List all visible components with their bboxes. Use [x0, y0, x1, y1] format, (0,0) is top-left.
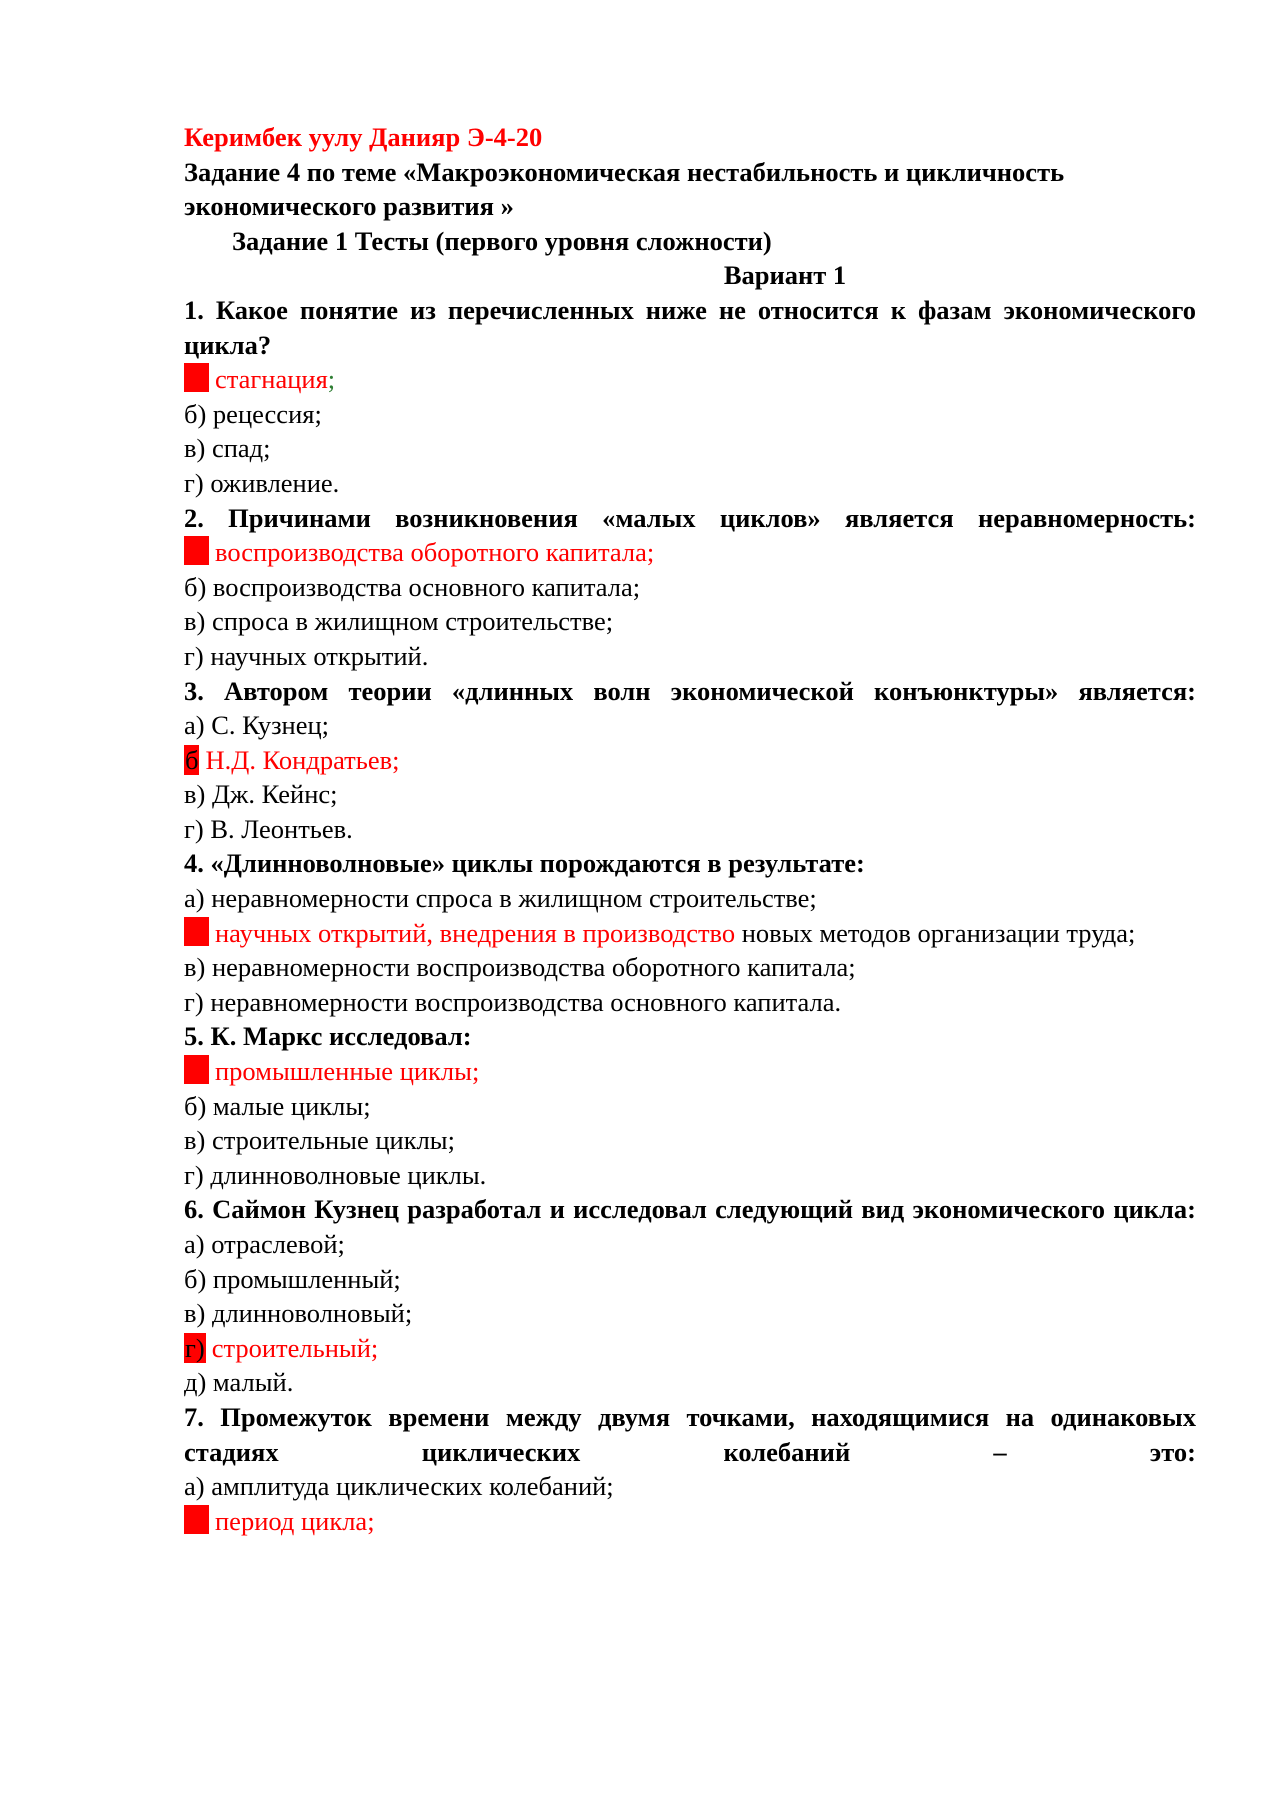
question-text: 6. Саймон Кузнец разработал и исследовал следующий вид экономического цикла: — [184, 1194, 1196, 1225]
answer-text: воспроизводства оборотного капитала; — [215, 537, 655, 568]
question-4 — [184, 846, 1196, 1019]
answer-option: в) Дж. Кейнс; — [184, 779, 338, 810]
student-name: Керимбек уулу Данияр Э-4-20 — [184, 122, 543, 152]
answer-option: б) промышленный; — [184, 1263, 401, 1294]
answer-text: научных открытий, внедрения в производство — [215, 917, 736, 948]
answer-highlight-marker — [184, 1055, 209, 1084]
test-subtitle: Задание 1 Тесты (первого уровня сложности) — [232, 225, 772, 256]
answer-option-selected — [184, 743, 1196, 778]
question-text: 7. Промежуток времени между двумя точками, находящимися на одинаковых стадиях циклических колебаний – это: — [184, 1401, 1196, 1467]
question-2 — [184, 501, 1196, 674]
answer-text: Н.Д. Кондратьев; — [205, 744, 400, 775]
answer-option: а) амплитуда циклических колебаний; — [184, 1471, 614, 1502]
question-text: 5. К. Маркс исследовал: — [184, 1021, 472, 1052]
answer-option: в) длинноволновый; — [184, 1298, 413, 1329]
answer-highlight-marker — [184, 536, 209, 565]
answer-text: промышленные циклы; — [215, 1056, 480, 1087]
question-5 — [184, 1019, 1196, 1192]
question-6 — [184, 1192, 1196, 1400]
question-text: 4. «Длинноволновые» циклы порождаются в результате: — [184, 848, 865, 879]
answer-option: в) строительные циклы; — [184, 1125, 455, 1156]
answer-option-selected — [184, 362, 1196, 397]
answer-option: а) отраслевой; — [184, 1229, 345, 1259]
answer-option: г) неравномерности воспроизводства основного капитала. — [184, 986, 842, 1017]
answer-option: в) спад; — [184, 433, 271, 464]
answer-option: б) малые циклы; — [184, 1090, 371, 1121]
answer-highlight-letter: б — [185, 744, 199, 775]
answer-option-selected — [184, 1331, 1196, 1366]
question-text: 3. Автором теории «длинных волн экономической конъюнктуры» является: — [184, 675, 1196, 706]
question-1 — [184, 293, 1196, 501]
answer-highlight-letter: г) — [185, 1332, 205, 1363]
answer-punct: ; — [327, 364, 336, 395]
answer-text: стагнация — [215, 364, 328, 395]
answer-option: г) научных открытий. — [184, 640, 429, 671]
answer-option: в) спроса в жилищном строительстве; — [184, 606, 614, 637]
answer-option: г) оживление. — [184, 467, 340, 498]
variant-label: Вариант 1 — [723, 260, 847, 291]
answer-text: строительный; — [211, 1332, 379, 1363]
answer-option-selected — [184, 916, 1196, 951]
question-text: 1. Какое понятие из перечисленных ниже не относится к фазам экономического цикла? — [184, 294, 1196, 360]
answer-option: а) неравномерности спроса в жилищном строительстве; — [184, 883, 817, 914]
answer-highlight-marker — [184, 363, 209, 392]
answer-option: б) рецессия; — [184, 398, 322, 429]
answer-text: период цикла; — [215, 1505, 375, 1536]
answer-option-selected — [184, 1504, 1196, 1539]
answer-text-rest: новых методов организации труда; — [735, 917, 1136, 948]
answer-option: г) В. Леонтьев. — [184, 813, 353, 844]
question-3 — [184, 674, 1196, 847]
question-7 — [184, 1400, 1196, 1538]
answer-option-selected — [184, 535, 1196, 570]
answer-highlight-marker — [184, 917, 209, 946]
answer-option: а) С. Кузнец; — [184, 710, 330, 741]
document-page — [184, 120, 1196, 1538]
assignment-title: Задание 4 по теме «Макроэкономическая нестабильность и цикличность экономического развития » — [184, 156, 1065, 222]
answer-option: д) малый. — [184, 1367, 294, 1398]
answer-option: в) неравномерности воспроизводства оборотного капитала; — [184, 952, 856, 983]
question-text: 2. Причинами возникновения «малых циклов» является неравномерность: — [184, 502, 1196, 533]
answer-option: б) воспроизводства основного капитала; — [184, 571, 641, 602]
answer-option-selected — [184, 1054, 1196, 1089]
answer-option: г) длинноволновые циклы. — [184, 1159, 487, 1190]
answer-highlight-marker — [184, 1505, 209, 1534]
